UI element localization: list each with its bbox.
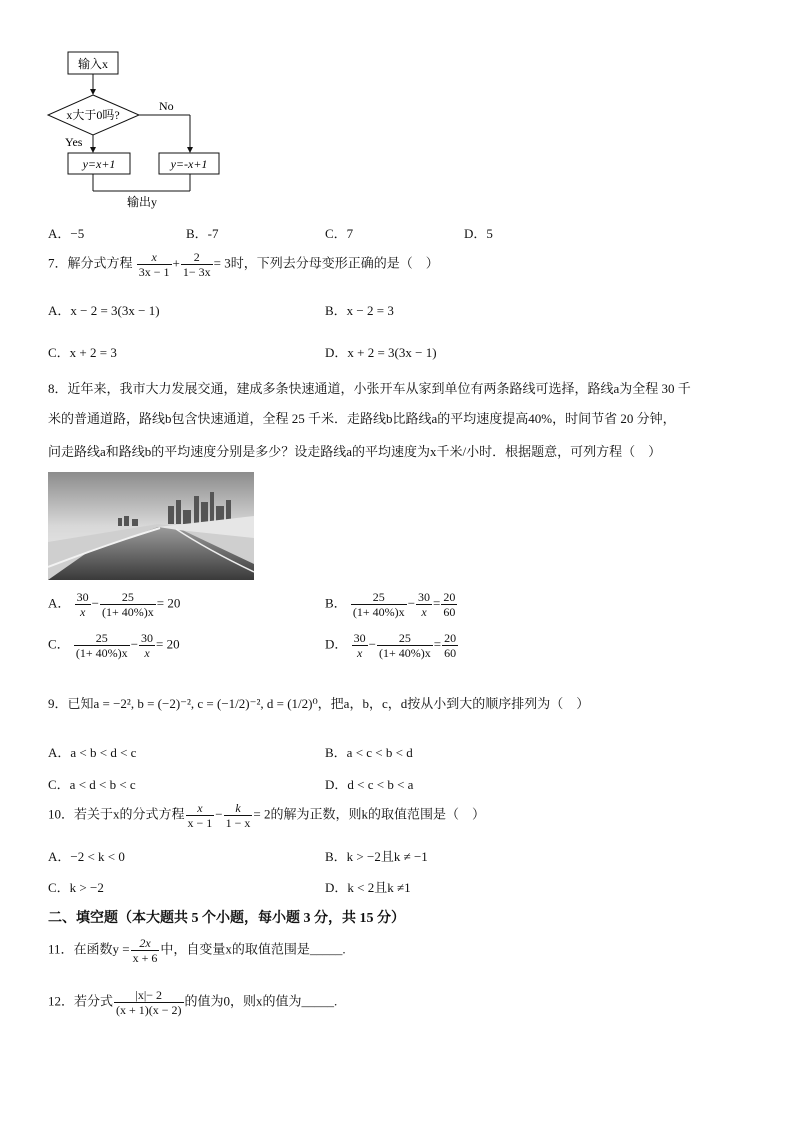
flow-input: 输入x — [77, 57, 109, 71]
q10-option-c: C．k > −2 — [48, 880, 104, 895]
section-2-title: 二、填空题（本大题共 5 个小题，每小题 3 分，共 15 分） — [48, 911, 405, 926]
q8-option-a: A． $\frac{30}{x}$ − $\frac{25}{(1+ 40\%)x}$ = 20 — [48, 590, 181, 619]
q7-suffix: = 3时，下列去分母变形正确的是（ ） — [213, 255, 439, 271]
q9-stem: 9．已知a = −2², b = (−2)⁻², c = (−1/2)⁻², d = (1/2)⁰，把a，b，c，d按从小到大的顺序排列为（ ） — [48, 696, 590, 711]
flow-decision: x大于0吗? — [66, 108, 120, 122]
q9-option-d: D．d < c < b < a — [325, 777, 414, 792]
q9-option-b: B．a < c < b < d — [325, 745, 413, 760]
q6-option-b: B．-7 — [186, 226, 219, 241]
q7-fraction-2: $\frac{2}{1- 3x}$ — [182, 250, 211, 279]
q9-option-c: C．a < d < b < c — [48, 777, 136, 792]
q8-option-d: D． $\frac{30}{x}$ − $\frac{25}{(1+ 40\%)x}$ = $\frac{20}{60}$ — [325, 631, 457, 660]
q7-option-d: D．x + 2 = 3(3x − 1) — [325, 345, 437, 360]
flow-yes: Yes — [65, 135, 83, 149]
q10-option-a: A．−2 < k < 0 — [48, 849, 125, 864]
question-7: 7．解分式方程 $\frac{x}{3x - 1}$ + $\frac{2}{1- 3x}$ = 3时，下列去分母变形正确的是（ ） — [48, 250, 439, 279]
q8-option-b: B． $\frac{25}{(1+ 40\%)x}$ − $\frac{30}{x}$ = $\frac{20}{60}$ — [325, 590, 456, 619]
q8-line-3: 问走路线a和路线b的平均速度分别是多少？设走路线a的平均速度为x千米/小时．根据题意，可列方程（ ） — [48, 444, 662, 459]
q8-option-c: C． $\frac{25}{(1+ 40\%)x}$ − $\frac{30}{x}$ = 20 — [48, 631, 180, 660]
question-10: 10．若关于x的分式方程 $\frac{x}{x - 1}$ − $\frac{k}{1 - x}$ = 2的解为正数，则k的取值范围是（ ） — [48, 801, 486, 830]
q7-option-a: A．x − 2 = 3(3x − 1) — [48, 303, 160, 318]
q10-option-b: B．k > −2且k ≠ −1 — [325, 849, 428, 864]
flow-right-box: y=-x+1 — [170, 157, 208, 171]
flow-no: No — [159, 99, 174, 113]
q9-option-a: A．a < b < d < c — [48, 745, 137, 760]
flow-output: 输出y — [126, 195, 158, 209]
q6-option-d: D．5 — [464, 226, 493, 241]
flow-left-box: y=x+1 — [82, 157, 116, 171]
q6-option-a: A．−5 — [48, 226, 85, 241]
q10-option-d: D．k < 2且k ≠1 — [325, 880, 411, 895]
question-12: 12．若分式 $\frac{|x|- 2}{(x + 1)(x - 2)}$ 的值为0，则x的值为_____. — [48, 988, 338, 1017]
q8-line-1: 8．近年来，我市大力发展交通，建成多条快速通道，小张开车从家到单位有两条路线可选择，路线a为全程 30 千 — [48, 381, 691, 396]
flowchart — [45, 48, 255, 213]
q6-option-c: C．7 — [325, 226, 354, 241]
q7-option-b: B．x − 2 = 3 — [325, 303, 394, 318]
q7-fraction-1: $\frac{x}{3x - 1}$ — [138, 250, 170, 279]
q7-prefix: 7．解分式方程 — [48, 255, 133, 271]
q7-option-c: C．x + 2 = 3 — [48, 345, 117, 360]
road-photo — [48, 472, 254, 580]
q8-line-2: 米的普通道路，路线b包含快速通道，全程 25 千米．走路线b比路线a的平均速度提高40%，时间节省 20 分钟， — [48, 411, 676, 426]
question-11: 11．在函数y = $\frac{2x}{x + 6}$ 中，自变量x的取值范围是_____. — [48, 936, 346, 965]
